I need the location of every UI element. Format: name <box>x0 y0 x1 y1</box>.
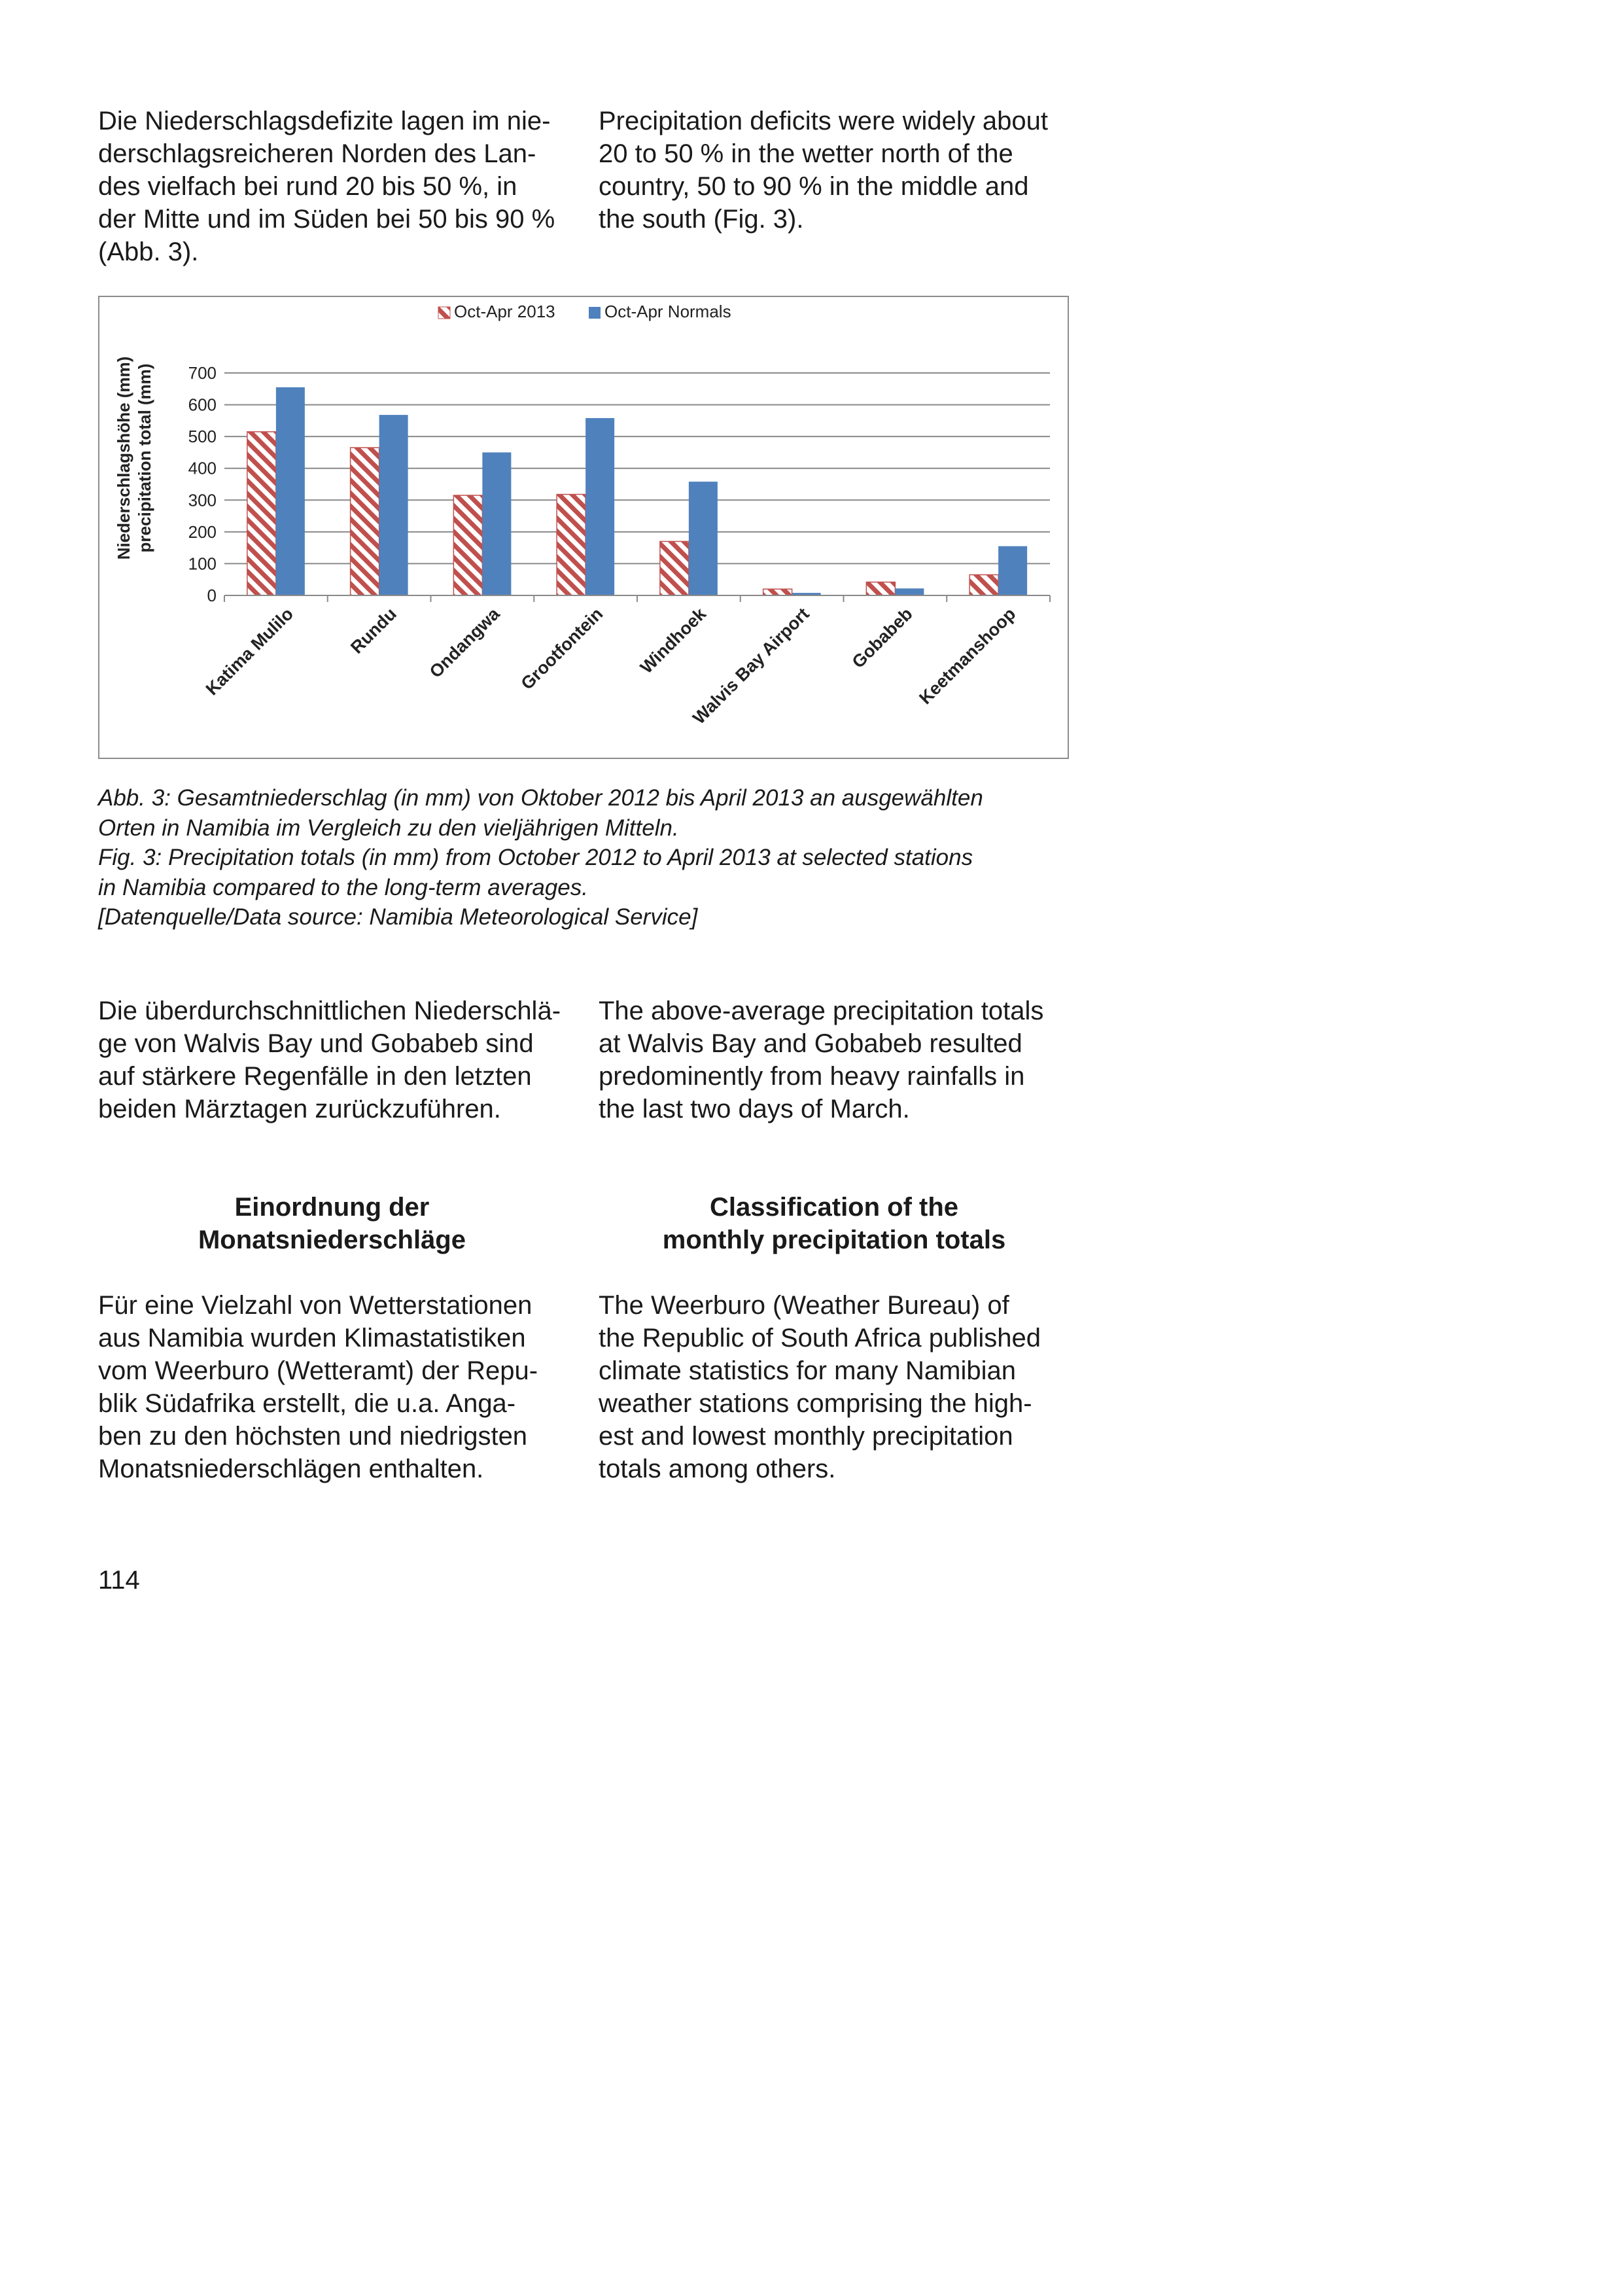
intro-text-de <box>98 105 566 268</box>
heading-line: Monatsniederschläge <box>198 1226 466 1254</box>
text-line: 20 to 50 % in the wetter north of the <box>599 139 1013 168</box>
x-category-label: Walvis Bay Airport <box>689 604 813 728</box>
text-line: est and lowest monthly precipitation <box>599 1422 1013 1451</box>
text-line: country, 50 to 90 % in the middle and <box>599 172 1029 201</box>
figure-caption <box>98 783 1079 932</box>
precipitation-chart <box>98 296 1069 759</box>
text-line: the last two days of March. <box>599 1095 910 1123</box>
bar-oct-apr-normals <box>379 415 408 595</box>
caption-line: in Namibia compared to the long-term averages. <box>98 874 588 900</box>
legend-swatch-normals <box>589 307 601 319</box>
y-tick-label: 400 <box>188 458 217 478</box>
y-tick-label: 200 <box>188 521 217 542</box>
chart-svg <box>98 296 1069 759</box>
legend-swatch-2013 <box>438 307 450 319</box>
text-line: des vielfach bei rund 20 bis 50 %, in <box>98 172 517 201</box>
bar-oct-apr-normals <box>689 482 718 595</box>
para2-text-de <box>98 995 566 1125</box>
y-axis-title-line-1: Niederschlagshöhe (mm) <box>114 356 133 560</box>
text-line: The Weerburo (Weather Bureau) of <box>599 1291 1009 1320</box>
text-line: Precipitation deficits were widely about <box>599 107 1049 135</box>
bar-oct-apr-2013 <box>660 541 689 595</box>
y-tick-label: 500 <box>188 427 217 447</box>
x-category-label: Gobabeb <box>848 604 916 672</box>
text-line: weather stations comprising the high- <box>599 1389 1032 1418</box>
heading-line: monthly precipitation totals <box>662 1226 1006 1254</box>
heading-line: Classification of the <box>709 1193 959 1222</box>
section-heading-de <box>98 1191 566 1256</box>
para3-text-de <box>98 1289 566 1485</box>
x-category-label: Rundu <box>347 604 400 658</box>
x-category-label: Grootfontein <box>517 604 607 694</box>
text-line: Für eine Vielzahl von Wetterstationen <box>98 1291 532 1320</box>
text-line: climate statistics for many Namibian <box>599 1356 1016 1385</box>
y-tick-label: 600 <box>188 395 217 415</box>
text-line: totals among others. <box>599 1455 836 1483</box>
text-line: (Abb. 3). <box>98 238 199 266</box>
y-tick-label: 0 <box>207 586 217 605</box>
text-line: beiden Märztagen zurückzuführen. <box>98 1095 501 1123</box>
bar-oct-apr-normals <box>895 588 924 595</box>
text-line: the south (Fig. 3). <box>599 205 804 234</box>
page-number: 114 <box>98 1566 140 1595</box>
text-line: The above-average precipitation totals <box>599 997 1044 1025</box>
text-line: Monatsniederschlägen enthalten. <box>98 1455 484 1483</box>
bar-oct-apr-2013 <box>763 589 792 595</box>
caption-line: Fig. 3: Precipitation totals (in mm) from October 2012 to April 2013 at selected stations <box>98 845 973 870</box>
caption-line: Orten in Namibia im Vergleich zu den vieljährigen Mitteln. <box>98 815 679 841</box>
bar-oct-apr-2013 <box>557 495 585 595</box>
text-line: aus Namibia wurden Klimastatistiken <box>98 1324 526 1352</box>
text-line: ge von Walvis Bay und Gobabeb sind <box>98 1029 534 1058</box>
bar-oct-apr-normals <box>482 452 511 595</box>
text-line: at Walvis Bay and Gobabeb resulted <box>599 1029 1022 1058</box>
text-line: Die Niederschlagsdefizite lagen im nie- <box>98 107 551 135</box>
heading-line: Einordnung der <box>234 1193 430 1222</box>
intro-text-en <box>599 105 1070 236</box>
text-line: predominently from heavy rainfalls in <box>599 1062 1025 1091</box>
text-line: ben zu den höchsten und niedrigsten <box>98 1422 528 1451</box>
y-tick-label: 700 <box>188 363 217 383</box>
text-line: vom Weerburo (Wetteramt) der Repu- <box>98 1356 538 1385</box>
bar-oct-apr-normals <box>276 387 305 595</box>
y-axis-title-line-2: precipitation total (mm) <box>135 363 154 553</box>
y-tick-label: 100 <box>188 554 217 574</box>
para3-text-en <box>599 1289 1070 1485</box>
legend-label-normals: Oct-Apr Normals <box>604 302 731 321</box>
bar-oct-apr-2013 <box>453 495 482 595</box>
caption-line: [Datenquelle/Data source: Namibia Meteorological Service] <box>98 904 698 930</box>
caption-line: Abb. 3: Gesamtniederschlag (in mm) von Oktober 2012 bis April 2013 an ausgewählten <box>98 785 983 811</box>
text-line: derschlagsreicheren Norden des Lan- <box>98 139 536 168</box>
x-category-label: Keetmanshoop <box>915 604 1020 709</box>
x-category-label: Ondangwa <box>425 604 504 682</box>
bar-oct-apr-2013 <box>969 574 998 595</box>
text-line: Die überdurchschnittlichen Niederschlä- <box>98 997 561 1025</box>
bar-oct-apr-2013 <box>866 582 895 595</box>
text-line: der Mitte und im Süden bei 50 bis 90 % <box>98 205 555 234</box>
bar-oct-apr-normals <box>585 418 614 595</box>
bar-oct-apr-2013 <box>247 432 276 595</box>
bar-oct-apr-normals <box>998 546 1027 595</box>
para2-text-en <box>599 995 1070 1125</box>
y-tick-label: 300 <box>188 490 217 510</box>
text-line: the Republic of South Africa published <box>599 1324 1041 1352</box>
text-line: auf stärkere Regenfälle in den letzten <box>98 1062 532 1091</box>
bar-oct-apr-2013 <box>351 448 379 595</box>
section-heading-en <box>599 1191 1070 1256</box>
x-category-label: Katima Mulilo <box>201 604 298 699</box>
x-category-label: Windhoek <box>636 604 710 678</box>
text-line: blik Südafrika erstellt, die u.a. Anga- <box>98 1389 516 1418</box>
legend-label-2013: Oct-Apr 2013 <box>454 302 555 321</box>
